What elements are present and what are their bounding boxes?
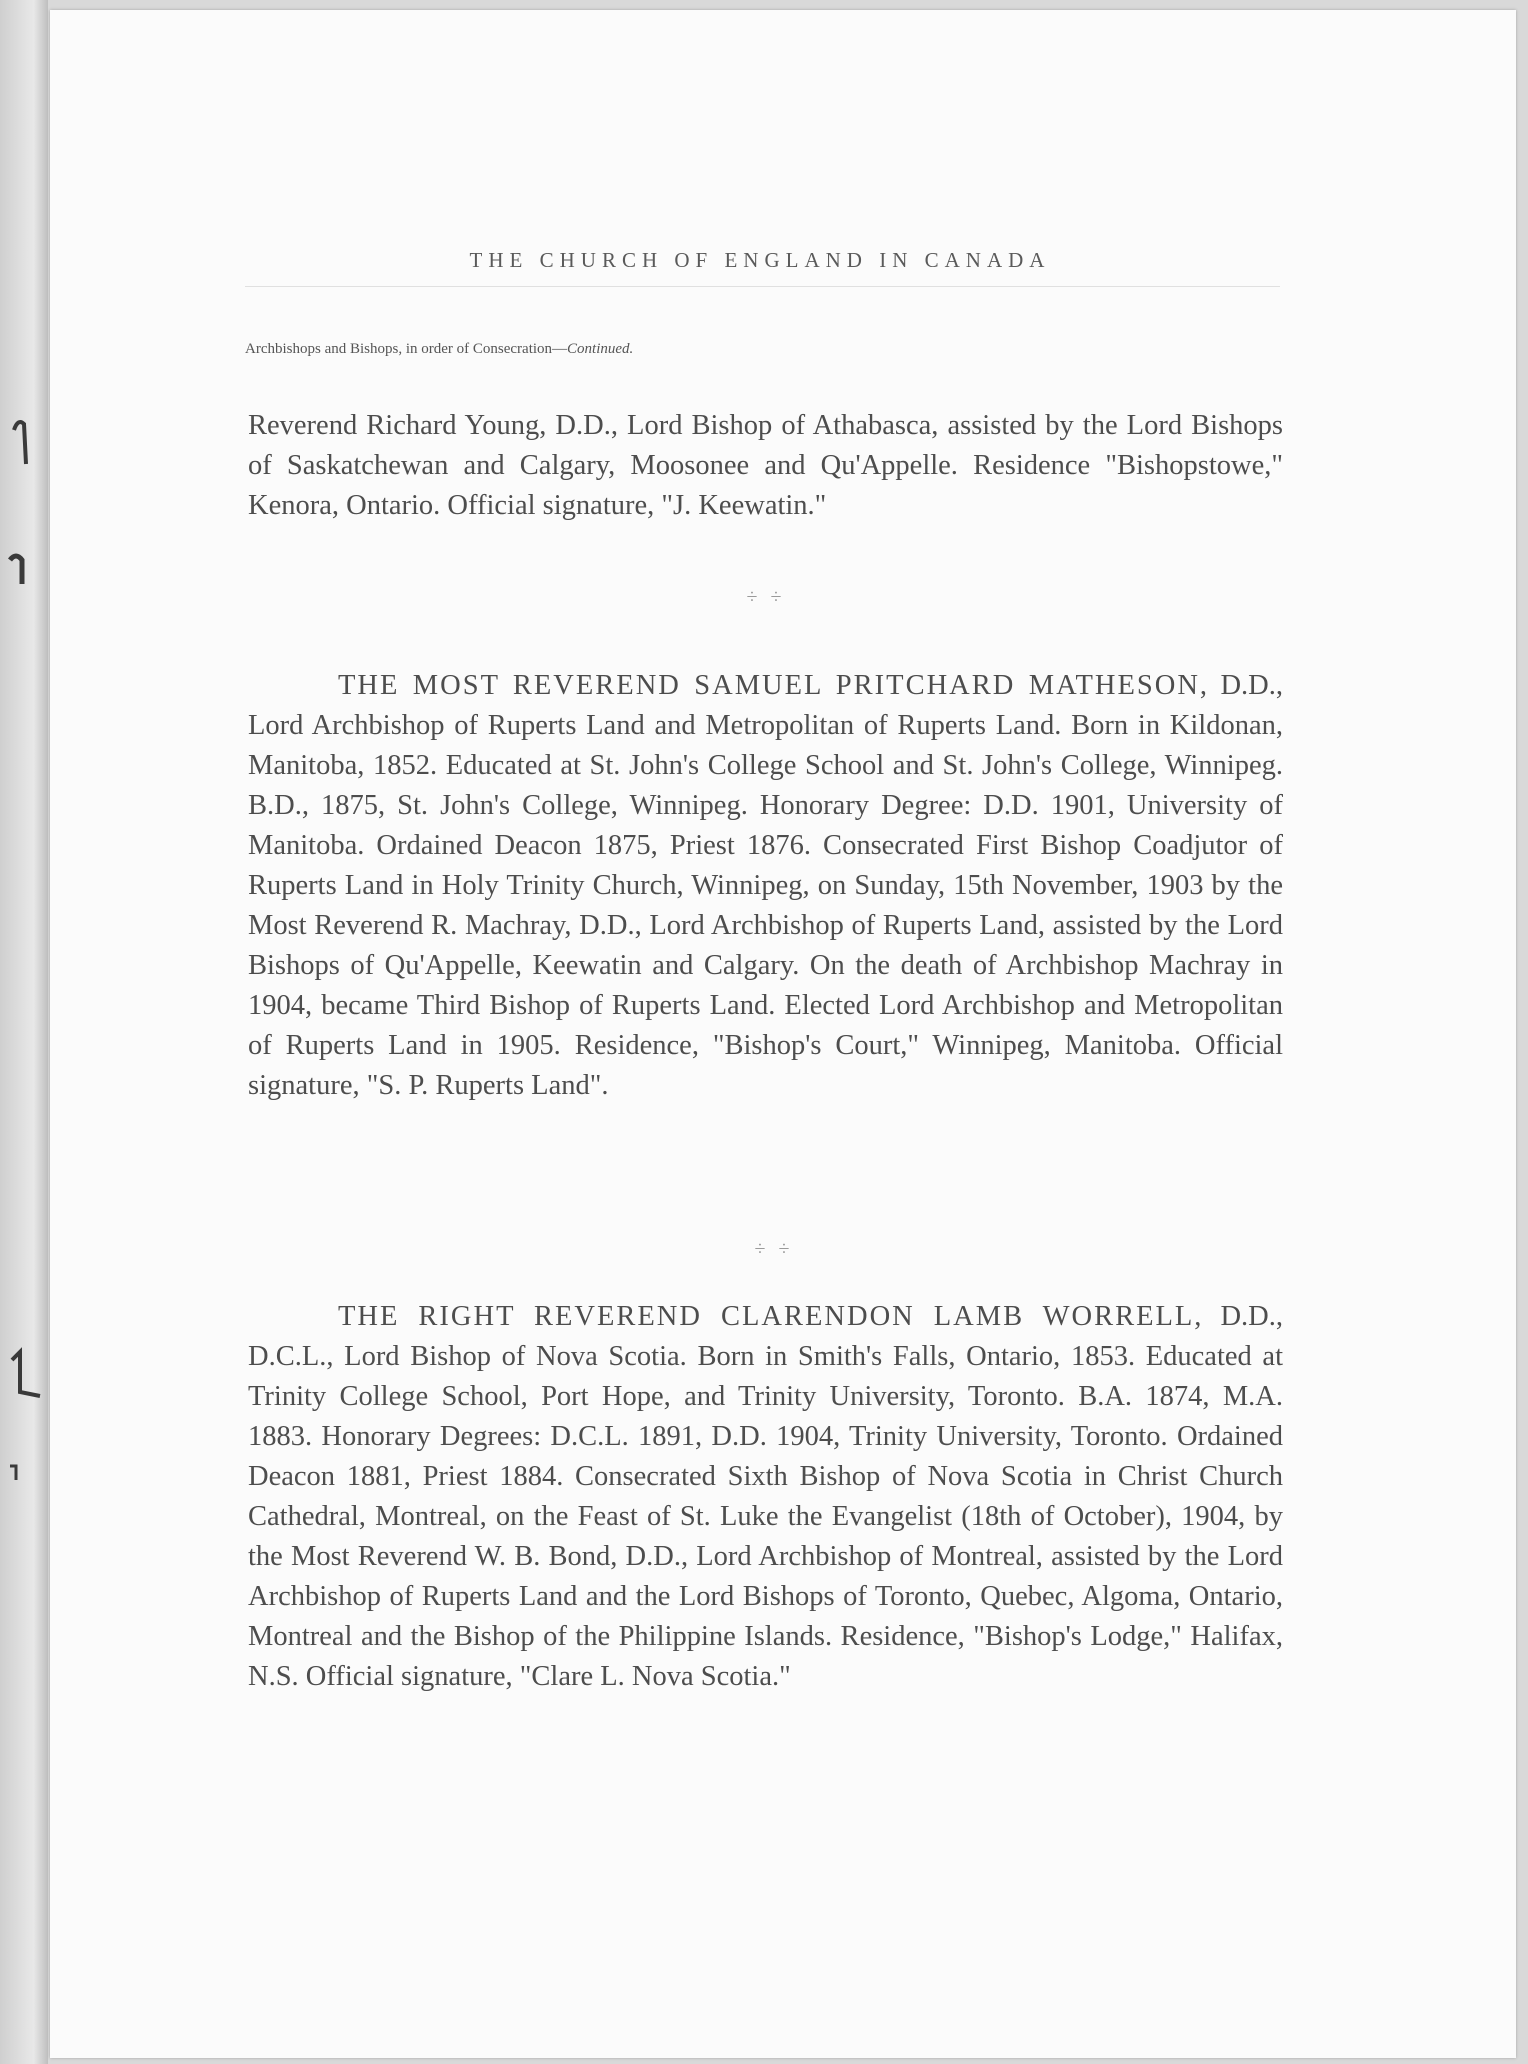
bishop-entry-matheson (248, 666, 1283, 1106)
bishop-entry-worrell (248, 1297, 1283, 1697)
entry-text: Reverend Richard Young, D.D., Lord Bishop of Athabasca, assisted by the Lord Bishops of Saskatchewan and Calgary, Moosonee and Qu'Appelle. Residence "Bishopstowe," Kenora, Ontario. Official signature, "J. Keewatin." (248, 410, 1283, 521)
entry-lead-name: THE RIGHT REVEREND CLARENDON LAMB WORRELL, (338, 1301, 1204, 1332)
entry-lead-name: THE MOST REVEREND SAMUEL PRITCHARD MATHESON, (338, 670, 1210, 701)
running-head: THE CHURCH OF ENGLAND IN CANADA (469, 248, 1051, 272)
bishop-entry-young (248, 406, 1283, 526)
entry-divider: ÷ ÷ (754, 1238, 794, 1260)
section-caption-continued: Continued. (567, 341, 634, 357)
entry-divider: ÷ ÷ (746, 586, 786, 608)
section-caption-text: Archbishops and Bishops, in order of Consecration— (245, 341, 568, 357)
entry-text: D.D., Lord Archbishop of Ruperts Land and Metropolitan of Ruperts Land. Born in Kildonan, Manitoba, 1852. Educated at St. John's College School and St. John's College, Winnipeg. B.D., 1875, St. John's College, Winnipeg. Honorary Degree: D.D. 1901, University of Manitoba. Ordained Deacon 1875, Priest 1876. Consecrated First Bishop Coadjutor of Ruperts Land in Holy Trinity Church, Winnipeg, on Sunday, 15th November, 1903 by the Most Reverend R. Machray, D.D., Lord Archbishop of Ruperts Land, assisted by the Lord Bishops of Qu'Appelle, Keewatin and Calgary. On the death of Archbishop Machray in 1904, became Third Bishop of Ruperts Land. Elected Lord Archbishop and Metropolitan of Ruperts Land in 1905. Residence, "Bishop's Court," Winnipeg, Manitoba. Official signature, "S. P. Ruperts Land". (248, 670, 1283, 1101)
header-rule (245, 286, 1280, 287)
entry-text: D.D., D.C.L., Lord Bishop of Nova Scotia. Born in Smith's Falls, Ontario, 1853. Educated at Trinity College School, Port Hope, and Trinity University, Toronto. B.A. 1874, M.A. 1883. Honorary Degrees: D.C.L. 1891, D.D. 1904, Trinity University, Toronto. Ordained Deacon 1881, Priest 1884. Consecrated Sixth Bishop of Nova Scotia in Christ Church Cathedral, Montreal, on the Feast of St. Luke the Evangelist (18th of October), 1904, by the Most Reverend W. B. Bond, D.D., Lord Archbishop of Montreal, assisted by the Lord Archbishop of Ruperts Land and the Lord Bishops of Toronto, Quebec, Algoma, Ontario, Montreal and the Bishop of the Philippine Islands. Residence, "Bishop's Lodge," Halifax, N.S. Official signature, "Clare L. Nova Scotia." (248, 1301, 1283, 1692)
section-caption (245, 341, 633, 358)
